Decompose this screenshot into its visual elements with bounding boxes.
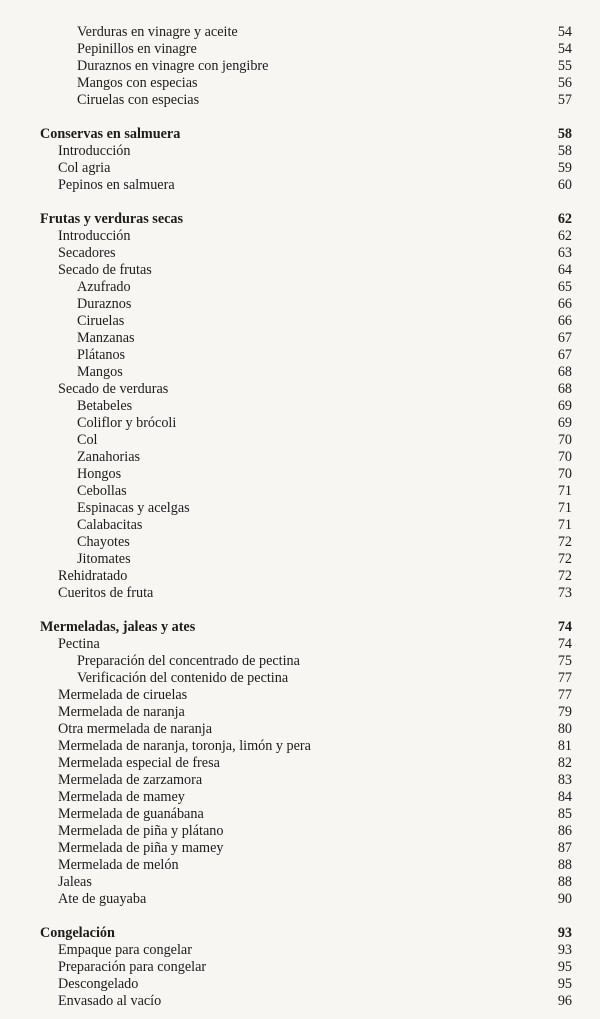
toc-entry [0,143,600,160]
toc-entry-label: Zanahorias [77,449,141,465]
toc-entry [0,228,600,245]
toc-entry-label: Mermelada de naranja [58,704,185,720]
toc-entry-page-number: 72 [557,568,572,584]
toc-entry-page-number: 69 [557,415,572,431]
toc-entry-page-number: 70 [557,432,572,448]
toc-chapter-heading [0,619,600,636]
table-of-contents [0,24,600,1010]
toc-section [0,925,600,1010]
toc-entry-page-number: 75 [557,653,572,669]
toc-entry-page-number: 73 [557,585,572,601]
toc-entry [0,874,600,891]
toc-entry [0,330,600,347]
toc-section [0,211,600,602]
toc-entry-page-number: 93 [557,925,572,941]
section-gap [0,602,600,619]
toc-entry [0,160,600,177]
toc-entry [0,823,600,840]
toc-entry-page-number: 64 [557,262,572,278]
toc-entry [0,58,600,75]
toc-entry-label: Mermeladas, jaleas y ates [40,619,196,635]
toc-entry-page-number: 54 [557,24,572,40]
toc-entry-page-number: 71 [557,483,572,499]
toc-entry-label: Frutas y verduras secas [40,211,184,227]
toc-entry-label: Secado de frutas [58,262,152,278]
toc-entry-label: Pectina [58,636,100,652]
toc-entry-label: Descongelado [58,976,139,992]
toc-entry-label: Mermelada especial de fresa [58,755,220,771]
toc-entry-page-number: 69 [557,398,572,414]
toc-entry [0,568,600,585]
toc-entry-page-number: 82 [557,755,572,771]
toc-entry-label: Mermelada de naranja, toronja, limón y pera [58,738,311,754]
toc-section [0,619,600,908]
toc-entry [0,466,600,483]
toc-entry-page-number: 79 [557,704,572,720]
toc-entry-page-number: 70 [557,449,572,465]
toc-entry [0,789,600,806]
toc-entry-label: Cueritos de fruta [58,585,154,601]
toc-entry-page-number: 87 [557,840,572,856]
toc-entry [0,942,600,959]
toc-entry [0,75,600,92]
toc-entry-page-number: 68 [557,381,572,397]
toc-entry-page-number: 59 [557,160,572,176]
toc-entry-label: Conservas en salmuera [40,126,181,142]
toc-entry-label: Mermelada de ciruelas [58,687,188,703]
toc-entry-label: Introducción [58,228,131,244]
toc-entry-page-number: 71 [557,517,572,533]
toc-entry [0,364,600,381]
toc-entry-page-number: 74 [557,619,572,635]
toc-entry [0,772,600,789]
toc-entry-label: Col [77,432,98,448]
toc-entry-label: Congelación [40,925,115,941]
toc-entry [0,398,600,415]
toc-entry [0,551,600,568]
toc-entry-label: Jitomates [77,551,131,567]
toc-entry [0,534,600,551]
section-gap [0,908,600,925]
toc-entry [0,636,600,653]
section-gap [0,194,600,211]
toc-entry [0,687,600,704]
toc-entry-label: Duraznos [77,296,132,312]
toc-entry [0,959,600,976]
toc-entry-label: Mangos con especias [77,75,198,91]
toc-entry [0,245,600,262]
toc-entry-page-number: 86 [557,823,572,839]
toc-entry-label: Duraznos en vinagre con jengibre [77,58,269,74]
toc-entry-page-number: 65 [557,279,572,295]
toc-entry-label: Hongos [77,466,122,482]
toc-entry-page-number: 93 [557,942,572,958]
toc-entry [0,738,600,755]
toc-entry [0,755,600,772]
toc-entry-label: Calabacitas [77,517,143,533]
toc-entry [0,279,600,296]
toc-entry-label: Betabeles [77,398,133,414]
toc-entry-page-number: 81 [557,738,572,754]
toc-entry-label: Mermelada de piña y plátano [58,823,224,839]
toc-entry-label: Ciruelas con especias [77,92,200,108]
toc-entry-label: Coliflor y brócoli [77,415,177,431]
toc-entry-label: Chayotes [77,534,130,550]
toc-entry-page-number: 58 [557,126,572,142]
toc-entry-label: Plátanos [77,347,126,363]
toc-entry-label: Mermelada de piña y mamey [58,840,224,856]
toc-chapter-heading [0,126,600,143]
toc-entry-page-number: 88 [557,857,572,873]
toc-entry-label: Mermelada de zarzamora [58,772,203,788]
toc-entry-label: Mangos [77,364,123,380]
toc-entry-page-number: 90 [557,891,572,907]
toc-entry [0,670,600,687]
toc-entry-page-number: 68 [557,364,572,380]
toc-entry-page-number: 56 [557,75,572,91]
toc-entry [0,449,600,466]
toc-entry-page-number: 83 [557,772,572,788]
toc-entry [0,653,600,670]
toc-entry-label: Espinacas y acelgas [77,500,190,516]
toc-entry [0,347,600,364]
toc-entry-page-number: 77 [557,687,572,703]
toc-entry-page-number: 95 [557,976,572,992]
toc-entry-label: Pepinillos en vinagre [77,41,197,57]
toc-chapter-heading [0,925,600,942]
toc-entry-page-number: 63 [557,245,572,261]
toc-entry-label: Rehidratado [58,568,128,584]
toc-entry-label: Mermelada de guanábana [58,806,204,822]
toc-entry-label: Jaleas [58,874,92,890]
toc-entry [0,806,600,823]
toc-entry-page-number: 96 [557,993,572,1009]
toc-entry-page-number: 70 [557,466,572,482]
toc-section [0,126,600,194]
toc-entry-label: Preparación del concentrado de pectina [77,653,300,669]
toc-entry [0,41,600,58]
toc-entry-page-number: 60 [557,177,572,193]
toc-entry-label: Verduras en vinagre y aceite [77,24,238,40]
toc-entry-page-number: 62 [557,228,572,244]
toc-entry-page-number: 80 [557,721,572,737]
toc-entry [0,857,600,874]
toc-entry [0,891,600,908]
toc-entry-label: Verificación del contenido de pectina [77,670,289,686]
toc-entry-label: Pepinos en salmuera [58,177,175,193]
toc-entry-label: Ciruelas [77,313,125,329]
toc-entry-label: Col agria [58,160,111,176]
toc-entry [0,92,600,109]
toc-entry-page-number: 71 [557,500,572,516]
toc-entry-label: Ate de guayaba [58,891,147,907]
toc-entry-label: Introducción [58,143,131,159]
toc-entry [0,381,600,398]
toc-entry-label: Empaque para congelar [58,942,192,958]
toc-entry-page-number: 77 [557,670,572,686]
toc-entry-page-number: 62 [557,211,572,227]
toc-entry [0,262,600,279]
toc-entry [0,483,600,500]
toc-entry [0,840,600,857]
toc-entry [0,432,600,449]
toc-entry-page-number: 67 [557,347,572,363]
toc-entry [0,500,600,517]
toc-entry-page-number: 66 [557,313,572,329]
toc-entry-page-number: 84 [557,789,572,805]
toc-entry-page-number: 72 [557,551,572,567]
toc-entry-page-number: 66 [557,296,572,312]
toc-entry [0,415,600,432]
toc-entry [0,517,600,534]
toc-entry-label: Azufrado [77,279,131,295]
toc-entry-label: Mermelada de melón [58,857,179,873]
toc-entry [0,296,600,313]
toc-entry-page-number: 85 [557,806,572,822]
toc-entry-page-number: 74 [557,636,572,652]
toc-entry-label: Secadores [58,245,116,261]
toc-entry [0,993,600,1010]
toc-entry-label: Mermelada de mamey [58,789,185,805]
toc-entry-label: Cebollas [77,483,127,499]
toc-entry-page-number: 55 [557,58,572,74]
toc-entry-page-number: 67 [557,330,572,346]
toc-entry-label: Secado de verduras [58,381,169,397]
toc-entry-page-number: 57 [557,92,572,108]
toc-section [0,24,600,109]
toc-entry [0,721,600,738]
toc-entry-label: Otra mermelada de naranja [58,721,213,737]
toc-entry-page-number: 54 [557,41,572,57]
toc-entry-label: Preparación para congelar [58,959,207,975]
toc-entry [0,24,600,41]
toc-entry-label: Envasado al vacío [58,993,162,1009]
toc-entry-page-number: 72 [557,534,572,550]
toc-entry-page-number: 88 [557,874,572,890]
toc-entry-page-number: 95 [557,959,572,975]
toc-entry [0,704,600,721]
section-gap [0,109,600,126]
toc-entry [0,585,600,602]
toc-entry-label: Manzanas [77,330,135,346]
toc-entry-page-number: 58 [557,143,572,159]
toc-entry [0,177,600,194]
toc-entry [0,313,600,330]
toc-chapter-heading [0,211,600,228]
toc-entry [0,976,600,993]
